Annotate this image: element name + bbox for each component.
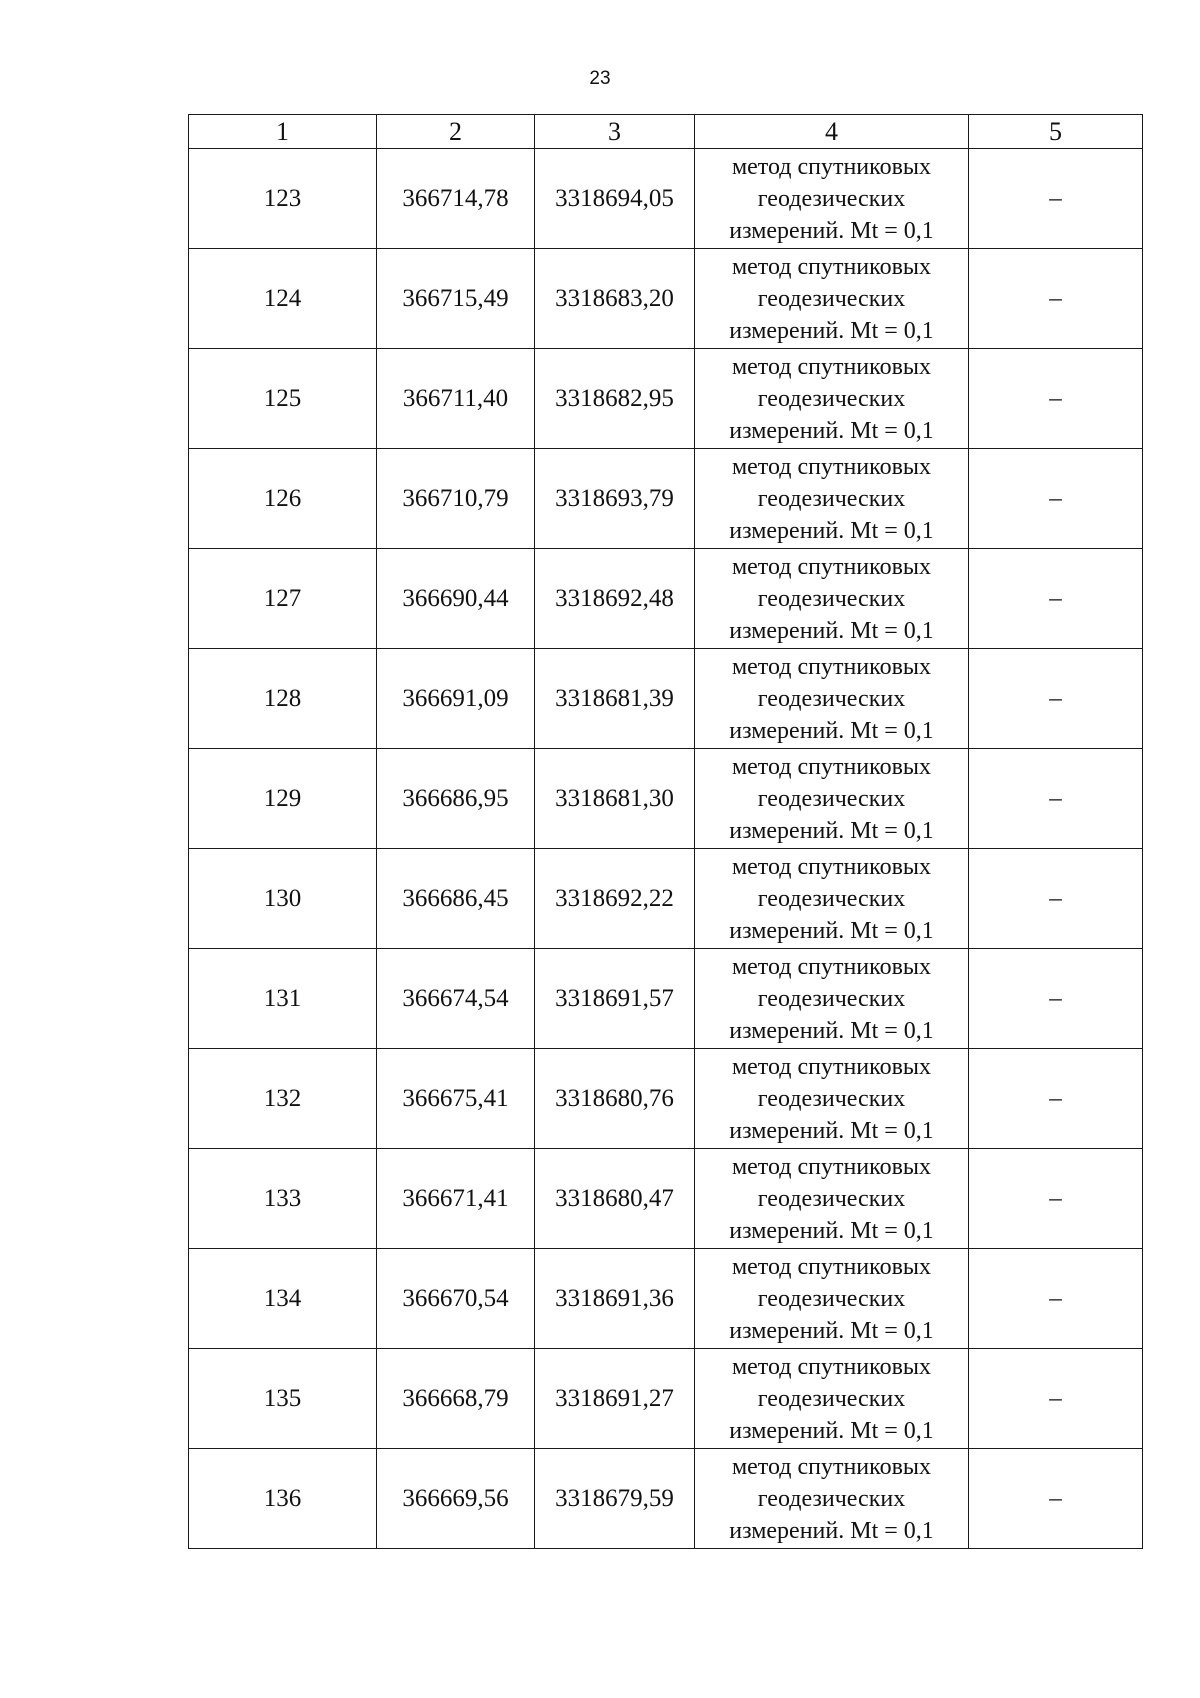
method-line: измерений. Mt = 0,1 <box>729 417 934 444</box>
method-line: метод спутниковых <box>731 853 932 880</box>
note-cell: – <box>969 149 1143 249</box>
method-line: измерений. Mt = 0,1 <box>729 1017 934 1044</box>
table-row <box>189 349 1143 449</box>
y-coordinate-cell: 3318681,39 <box>535 649 695 749</box>
method-line: метод спутниковых <box>731 753 932 780</box>
method-line: метод спутниковых <box>731 1253 932 1280</box>
method-line: измерений. Mt = 0,1 <box>729 517 934 544</box>
method-line: измерений. Mt = 0,1 <box>729 1517 934 1544</box>
method-line: метод спутниковых <box>731 653 932 680</box>
method-line: метод спутниковых <box>731 1353 932 1380</box>
point-number-cell: 136 <box>189 1449 377 1549</box>
coordinates-table <box>188 114 1143 1549</box>
method-line: измерений. Mt = 0,1 <box>729 1117 934 1144</box>
method-cell <box>695 149 969 249</box>
method-line: измерений. Mt = 0,1 <box>729 817 934 844</box>
x-coordinate-cell: 366686,45 <box>377 849 535 949</box>
method-line: метод спутниковых <box>731 1053 932 1080</box>
note-cell: – <box>969 1149 1143 1249</box>
note-cell: – <box>969 249 1143 349</box>
table-header-row <box>189 115 1143 149</box>
column-header-1: 1 <box>189 115 377 149</box>
note-cell: – <box>969 449 1143 549</box>
method-line: геодезических <box>757 1085 906 1112</box>
point-number-cell: 129 <box>189 749 377 849</box>
point-number-cell: 134 <box>189 1249 377 1349</box>
method-line: геодезических <box>757 685 906 712</box>
method-line: измерений. Mt = 0,1 <box>729 617 934 644</box>
point-number-cell: 123 <box>189 149 377 249</box>
point-number-cell: 126 <box>189 449 377 549</box>
y-coordinate-cell: 3318681,30 <box>535 749 695 849</box>
method-cell <box>695 249 969 349</box>
method-line: измерений. Mt = 0,1 <box>729 1417 934 1444</box>
note-cell: – <box>969 1449 1143 1549</box>
x-coordinate-cell: 366674,54 <box>377 949 535 1049</box>
x-coordinate-cell: 366669,56 <box>377 1449 535 1549</box>
method-cell <box>695 949 969 1049</box>
method-line: метод спутниковых <box>731 953 932 980</box>
table-row <box>189 1149 1143 1249</box>
y-coordinate-cell: 3318683,20 <box>535 249 695 349</box>
y-coordinate-cell: 3318691,57 <box>535 949 695 1049</box>
point-number-cell: 125 <box>189 349 377 449</box>
method-cell <box>695 1149 969 1249</box>
y-coordinate-cell: 3318680,76 <box>535 1049 695 1149</box>
x-coordinate-cell: 366690,44 <box>377 549 535 649</box>
method-line: измерений. Mt = 0,1 <box>729 917 934 944</box>
y-coordinate-cell: 3318682,95 <box>535 349 695 449</box>
y-coordinate-cell: 3318680,47 <box>535 1149 695 1249</box>
method-cell <box>695 1349 969 1449</box>
note-cell: – <box>969 1249 1143 1349</box>
method-cell <box>695 649 969 749</box>
point-number-cell: 131 <box>189 949 377 1049</box>
x-coordinate-cell: 366710,79 <box>377 449 535 549</box>
method-line: метод спутниковых <box>731 253 932 280</box>
method-line: геодезических <box>757 785 906 812</box>
note-cell: – <box>969 849 1143 949</box>
table-row <box>189 549 1143 649</box>
y-coordinate-cell: 3318694,05 <box>535 149 695 249</box>
method-cell <box>695 849 969 949</box>
y-coordinate-cell: 3318692,48 <box>535 549 695 649</box>
note-cell: – <box>969 1349 1143 1449</box>
point-number-cell: 132 <box>189 1049 377 1149</box>
method-line: геодезических <box>757 885 906 912</box>
method-line: геодезических <box>757 1385 906 1412</box>
column-header-4: 4 <box>695 115 969 149</box>
method-cell <box>695 349 969 449</box>
column-header-2: 2 <box>377 115 535 149</box>
note-cell: – <box>969 749 1143 849</box>
method-line: метод спутниковых <box>731 1453 932 1480</box>
x-coordinate-cell: 366686,95 <box>377 749 535 849</box>
method-line: измерений. Mt = 0,1 <box>729 1217 934 1244</box>
table-row <box>189 449 1143 549</box>
table-row <box>189 949 1143 1049</box>
method-line: геодезических <box>757 1485 906 1512</box>
point-number-cell: 130 <box>189 849 377 949</box>
note-cell: – <box>969 349 1143 449</box>
x-coordinate-cell: 366671,41 <box>377 1149 535 1249</box>
table-row <box>189 1049 1143 1149</box>
method-cell <box>695 1449 969 1549</box>
table-row <box>189 849 1143 949</box>
table-row <box>189 1449 1143 1549</box>
x-coordinate-cell: 366691,09 <box>377 649 535 749</box>
method-cell <box>695 449 969 549</box>
table-row <box>189 749 1143 849</box>
y-coordinate-cell: 3318691,36 <box>535 1249 695 1349</box>
method-line: измерений. Mt = 0,1 <box>729 217 934 244</box>
note-cell: – <box>969 649 1143 749</box>
y-coordinate-cell: 3318679,59 <box>535 1449 695 1549</box>
method-line: метод спутниковых <box>731 1153 932 1180</box>
method-line: измерений. Mt = 0,1 <box>729 717 934 744</box>
point-number-cell: 133 <box>189 1149 377 1249</box>
method-line: метод спутниковых <box>731 353 932 380</box>
method-line: измерений. Mt = 0,1 <box>729 1317 934 1344</box>
x-coordinate-cell: 366675,41 <box>377 1049 535 1149</box>
point-number-cell: 127 <box>189 549 377 649</box>
note-cell: – <box>969 1049 1143 1149</box>
method-line: геодезических <box>757 285 906 312</box>
page-number: 23 <box>589 68 611 89</box>
x-coordinate-cell: 366668,79 <box>377 1349 535 1449</box>
point-number-cell: 128 <box>189 649 377 749</box>
method-line: геодезических <box>757 185 906 212</box>
table-row <box>189 149 1143 249</box>
note-cell: – <box>969 949 1143 1049</box>
method-cell <box>695 549 969 649</box>
note-cell: – <box>969 549 1143 649</box>
table-body <box>189 149 1143 1549</box>
table-row <box>189 1249 1143 1349</box>
x-coordinate-cell: 366714,78 <box>377 149 535 249</box>
method-line: метод спутниковых <box>731 453 932 480</box>
method-line: измерений. Mt = 0,1 <box>729 317 934 344</box>
method-cell <box>695 749 969 849</box>
x-coordinate-cell: 366711,40 <box>377 349 535 449</box>
x-coordinate-cell: 366670,54 <box>377 1249 535 1349</box>
method-line: геодезических <box>757 985 906 1012</box>
column-header-5: 5 <box>969 115 1143 149</box>
method-cell <box>695 1049 969 1149</box>
y-coordinate-cell: 3318692,22 <box>535 849 695 949</box>
y-coordinate-cell: 3318691,27 <box>535 1349 695 1449</box>
method-line: метод спутниковых <box>731 153 932 180</box>
method-line: геодезических <box>757 585 906 612</box>
method-line: геодезических <box>757 385 906 412</box>
column-header-3: 3 <box>535 115 695 149</box>
point-number-cell: 135 <box>189 1349 377 1449</box>
method-line: геодезических <box>757 1285 906 1312</box>
table-row <box>189 249 1143 349</box>
point-number-cell: 124 <box>189 249 377 349</box>
method-cell <box>695 1249 969 1349</box>
method-line: геодезических <box>757 1185 906 1212</box>
table-row <box>189 649 1143 749</box>
x-coordinate-cell: 366715,49 <box>377 249 535 349</box>
table-row <box>189 1349 1143 1449</box>
method-line: метод спутниковых <box>731 553 932 580</box>
y-coordinate-cell: 3318693,79 <box>535 449 695 549</box>
method-line: геодезических <box>757 485 906 512</box>
